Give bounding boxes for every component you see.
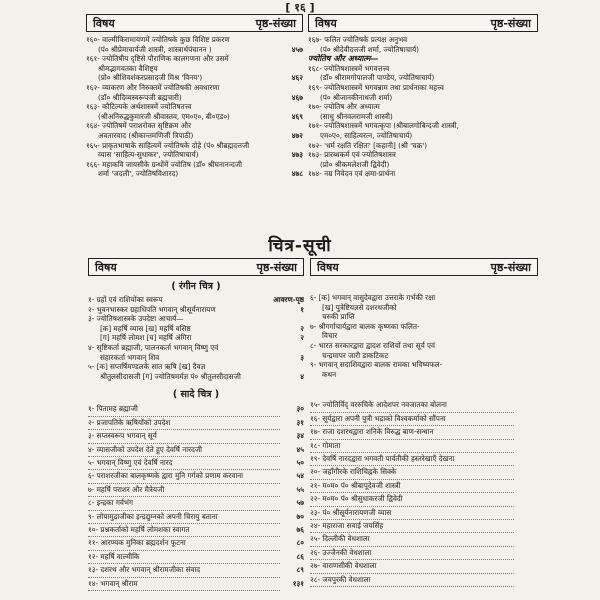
page-count-header: पृष्ठ-संख्या [255,16,296,30]
list-item [308,131,538,141]
item-title: १७३- प्रारब्धकर्म एवं ज्योतिषशास्त्र [308,150,396,160]
list-item [308,160,538,170]
list-item [310,341,538,351]
section-title: चित्र-सूची [268,236,332,256]
item-title: (पं० श्रीदेवीदत्तजी शर्मा, ज्योतिषाचार्य) [320,44,419,54]
item-title: १६१- ज्योतिषीय दृष्टिसे पौराणिक कालगणना और उसमें [86,54,229,64]
list-item [86,169,303,179]
list-item [310,466,538,479]
list-item [310,520,538,533]
picture-list-right [310,258,538,587]
item-title: श्रीमद्भागवतका वैशिष्ट्य [98,63,158,73]
list-item [310,351,538,361]
item-title: व्यास 'साहित्य-सुधाकर', ज्योतिषाचार्य) [98,150,199,160]
picture-header-left [88,258,304,276]
list-item [88,551,304,564]
item-title: १६९- ज्योतिषशास्त्रमें भगवन्नाम तथा प्रार्थनाका महत्त्व [308,82,444,92]
item-title: ७- महर्षि पराशर और मैत्रेयजी [88,484,280,497]
item-title: १४- भगवान् श्रीराम [88,578,280,591]
list-item [310,493,538,506]
item-title: चन्द्रमापर जारी डाकटिकट [322,350,389,360]
list-item [308,112,538,122]
item-title: ५- [क] सप्तर्षिमण्डलके सात ऋषि [ख] दैवज्ञ [88,362,206,372]
list-item [88,417,304,430]
item-title: १३- दशरथ और भगवान् श्रीरामजीका संवाद [88,564,280,577]
subject-header: विषय [317,260,339,274]
list-item [86,73,303,83]
item-title: [ख] पुत्रेष्टियज्ञसे दशरथजीको [322,302,397,312]
list-item [310,399,538,412]
index-list-left [86,35,303,179]
item-title: २१- म०म० पं० श्रीबापूदेवजी शास्त्री [310,480,514,493]
index-column-left [86,14,303,179]
item-title: १६- सूर्यद्वारा अपनी पुत्री भद्राको विश्वकर्माको सौंपना [310,413,514,426]
item-title: १- ग्रहों एवं राशियोंका स्वरूप [88,295,163,304]
item-title: ३- सप्तस्वरूप भगवान् सूर्य [88,430,280,443]
item-title: ५- भगवान् विष्णु एवं देवर्षि नारद [88,457,280,470]
item-title: १६३- कौटिल्यके अर्थशास्त्रमें ज्योतिषतत्त्व [86,102,192,112]
list-item [88,333,304,343]
list-item [310,547,538,560]
item-title: १०- प्रश्नकर्ताको महर्षि लोमशका स्वागत [88,524,280,537]
item-title: २८- जयपुरकी वेधशाला [310,574,514,587]
item-title: ४- व्यासजीको उपदेश देते हुए देवर्षि नारदजी [88,444,280,457]
item-title: १६४- ज्योतिषमें पराशरोक्त सृष्टिक्रम और [86,121,192,131]
item-page-number: ८० [296,538,304,548]
item-title: १८- गोमाता [310,440,514,453]
list-item [310,440,538,453]
item-page-number: २ [300,323,304,333]
colored-pictures-heading: ( रंगीन चित्र ) [171,281,221,292]
item-title: [ग] महर्षि लोमश [घ] महर्षि अंगिरा [100,333,192,343]
list-item [88,353,304,363]
list-item [86,45,303,55]
item-title: कथन [322,369,337,379]
list-item [308,93,538,103]
subject-header: विषय [93,16,115,30]
list-item [86,64,303,74]
item-page-number: ७० [296,511,304,521]
list-item [88,362,304,372]
item-page-number: ४७३ [291,150,303,160]
item-page-number: ४७२ [291,130,303,140]
item-title: अवतारवाद (श्रीकान्तमणिजी त्रिपाठी) [98,130,194,140]
item-title: ८- इन्द्रका गर्वभंग [88,497,280,510]
list-item [308,45,538,55]
plain-pictures-heading: ( सादे चित्र ) [172,389,220,401]
list-item [308,150,538,160]
item-page-number: ५५ [296,484,304,494]
list-item [310,312,538,322]
item-page-number: ४ [300,371,304,381]
item-title: संहारकर्ता भगवान् शिव [100,352,160,362]
item-page-number: ३४ [296,431,304,441]
index-list-right [308,35,538,179]
list-item [86,141,303,151]
list-item [308,102,538,112]
item-page-number: ४५ [296,444,304,454]
item-page-number: ४७८ [291,169,303,179]
list-item [310,322,538,332]
list-item [88,314,304,324]
item-title: (प्रो० श्रीशिवशंकरप्रसादजी मिश्र 'विनय') [98,73,203,83]
list-item [88,497,304,510]
list-item [310,360,538,370]
item-title: २५- दिल्लीकी वेधशाला [310,533,514,546]
item-title: (डॉ० श्रीदिव्यस्वरूपजी ब्रह्मचारी) [98,92,182,102]
list-item [308,83,538,93]
list-item [88,305,304,315]
item-page-number: ३१ [296,417,304,427]
item-page-number: २ [300,333,304,343]
picture-list-left [88,258,304,591]
list-item [88,372,304,382]
list-item [88,295,304,305]
item-title: १७- राजा दशरथद्वारा शनिके विरुद्ध बाण-सन्धान [310,426,514,439]
item-title: ९- लोपामुद्राजीका इन्द्रद्युम्नको अपनी चिरायु बताना [88,511,280,524]
item-title: १७१- ज्योतिषशास्त्रमें भगवत्कृपा (श्रीबालगोबिन्दजी शास्त्री, [308,121,459,131]
item-title: १६५- प्राकृतभाषाके साहित्यमें ज्योतिषके दोहे (पं० श्रीब्रह्मदत्तजी [86,140,250,150]
item-title: १६६- महाकवि जायसीके ग्रन्थोंमें ज्योतिष (डॉ० श्रीघनानन्दजी [86,159,242,169]
index-header-left [86,14,303,32]
item-page-number: ८६ [296,551,304,561]
plain-list-left [88,403,304,591]
list-item [308,64,538,74]
item-title: २२- म०म० पं० श्रीसुधाकरजी द्विवेदी [310,493,514,506]
item-page-number: ३ [300,352,304,362]
item-title: १५- ज्योतिर्विद् वररुचिके आदेशपर नवजातका बोलना [310,399,514,412]
index-header-right [308,14,538,32]
list-item [88,578,304,591]
item-title: ४- सृष्टिकर्ता ब्रह्माजी, पालनकर्ता भगवान् विष्णु एवं [88,342,219,352]
page-number: [ १६ ] [285,1,315,14]
item-title: [क] महर्षि व्यास [ख] महर्षि वसिष्ठ [100,323,191,333]
item-title: ११- आरण्यक मुनिका ब्रह्मदर्शन फूटना [88,537,280,550]
list-item [310,426,538,439]
item-page-number: ४५७ [291,44,303,54]
page-count-header: पृष्ठ-संख्या [490,260,531,274]
item-title: ज्योतिष और अध्यात्म— [308,54,379,64]
item-title: (डॉ० श्रीरामगोपालजी पाण्डेय, ज्योतिषाचार्य) [320,73,435,83]
item-title: २४- महाराजा सवाई जयसिंह [310,520,514,533]
list-item [88,537,304,550]
item-title: ६- [क] भगवान् वासुदेवद्वारा उत्तराके गर्भकी रक्षा [310,293,436,302]
item-title: २०- जहाँगीरके राशिचिह्नके सिक्के [310,466,514,479]
item-title: २६- उज्जैनकी वेधशाला [310,547,514,560]
item-page-number: ५४ [296,471,304,481]
list-item [310,560,538,573]
item-title: १- पितामह ब्रह्माजी [88,403,280,416]
index-column-right [308,14,538,179]
list-item [88,484,304,497]
list-item [308,121,538,131]
list-item [88,457,304,470]
list-item [308,169,538,179]
item-title: (पं० श्रीजानकीनाथजी शर्मा) [320,92,393,102]
picture-header-right [310,258,538,276]
list-item [310,303,538,313]
list-item [88,324,304,334]
section-subheading [308,54,538,64]
list-item [86,35,303,45]
page-count-header: पृष्ठ-संख्या [256,260,297,274]
item-title: ३- ज्योतिषशास्त्रके उपदेष्टा आचार्य— [88,314,184,324]
list-item [86,93,303,103]
item-title: (साधु श्रीनवलरामजी शास्त्री) [320,111,393,121]
list-item [310,533,538,546]
item-title: १६०- वाल्मीकिरामायणमें ज्योतिषके कुछ विशिष्ट प्रकरण [86,35,230,44]
list-item [310,413,538,426]
item-title: १७२- 'धर्म रक्षति रक्षितः' [कहानी] (श्री 'चक्र') [308,140,427,150]
list-item [88,444,304,457]
item-page-number: ५० [296,457,304,467]
item-title: शर्मा 'जदली', ज्योतिषविशारद) [98,169,179,179]
item-title: ९- भगवान् सदाशिवद्वारा बालक रामका भविष्यफल- [310,360,443,370]
item-page-number: १ [300,304,304,314]
list-item [310,507,538,520]
item-title: (प्रो० श्रीकमलेशजी द्विवेदी) [320,159,390,169]
item-title: १७४- नम्र निवेदन एवं क्षमा-प्रार्थना [308,169,396,179]
item-page-number: आवरण-पृष्ठ [273,295,304,304]
list-item [310,480,538,493]
item-title: (श्रीअनिरुद्धकुमारजी श्रीवास्तव, एम०ए०, बी०एड०) [98,111,230,121]
list-item [88,470,304,483]
list-item [310,331,538,341]
item-title: ६- पराशरजीका बालकृष्णके द्वारा मुनि गर्गको प्रणाम करवाना [88,470,280,483]
item-page-number: १३१ [292,578,304,588]
item-title: २३- पं० श्रीसूर्यनारायणजी व्यास [310,507,514,520]
item-page-number: ८९ [296,565,304,575]
list-item [310,370,538,380]
item-title: एम०ए०, साहित्यरत्न, ज्योतिषाचार्य) [320,130,413,140]
list-item [88,343,304,353]
item-title: १९- देवर्षि नारदद्वारा भगवती पार्वतीकी हस्तरेखाएँ देखना [310,453,514,466]
list-item [86,102,303,112]
item-title: १२- महर्षि वाल्मीकि [88,551,280,564]
subject-header: विषय [315,16,337,30]
subject-header: विषय [95,260,117,274]
item-title: १७०- ज्योतिष और अध्यात्म [308,102,380,112]
item-title: २- प्रजापतिके ऋषियोंको उपदेश [88,417,280,430]
list-item [310,453,538,466]
item-title: चरुकी प्राप्ति [322,312,355,322]
item-page-number: ४६९ [291,111,303,121]
item-title: २७- वाराणसीकी वेधशाला [310,560,514,573]
item-title: २- भुवनभास्कर ग्रहाधिपति भगवान् श्रीसूर्यनारायण [88,304,216,314]
item-title: १६२- व्याकरण और निरुक्तमें ज्योतिषकी अवधारणा [86,82,220,92]
list-item [86,150,303,160]
item-page-number: ७६ [296,525,304,534]
item-title: १६७- फलित ज्योतिषके प्रत्यक्ष अनुभव [308,35,408,44]
plain-list-right [310,399,538,587]
page-count-header: पृष्ठ-संख्या [490,16,531,30]
item-page-number: ४६७ [291,92,303,102]
list-item [308,141,538,151]
item-title: श्रीतुलसीदासजी [ग] ज्योतिषमर्मज्ञ पं० श्रीतुलसीदासजी [100,371,241,381]
list-item [88,524,304,537]
colored-list-left [88,295,304,381]
list-item [310,293,538,303]
list-item [86,121,303,131]
list-item [88,403,304,416]
item-page-number: ४६२ [291,73,303,83]
item-title: (पं० श्रीप्रेमाचार्यजी शास्त्री, शास्त्रार्थपंचानन ) [98,44,212,54]
item-title: १६८- ज्योतिषशास्त्रमें भगवत्तत्त्व [308,63,390,73]
item-title: ८- भारत सरकारद्वारा द्वादश राशियों तथा सूर्य एवं [310,340,436,350]
list-item [86,83,303,93]
list-item [88,430,304,443]
list-item [88,564,304,577]
item-title: ७- श्रीगर्गाचार्यद्वारा बालक कृष्णका फलित- [310,321,420,331]
list-item [88,511,304,524]
list-item [86,160,303,170]
list-item [308,73,538,83]
item-title: विचार [322,331,338,341]
list-item [86,112,303,122]
list-item [86,54,303,64]
item-page-number: ३० [296,404,304,414]
list-item [310,574,538,587]
list-item [308,35,538,45]
colored-list-right [310,293,538,379]
list-item [86,131,303,141]
item-page-number: ५७ [296,498,304,508]
